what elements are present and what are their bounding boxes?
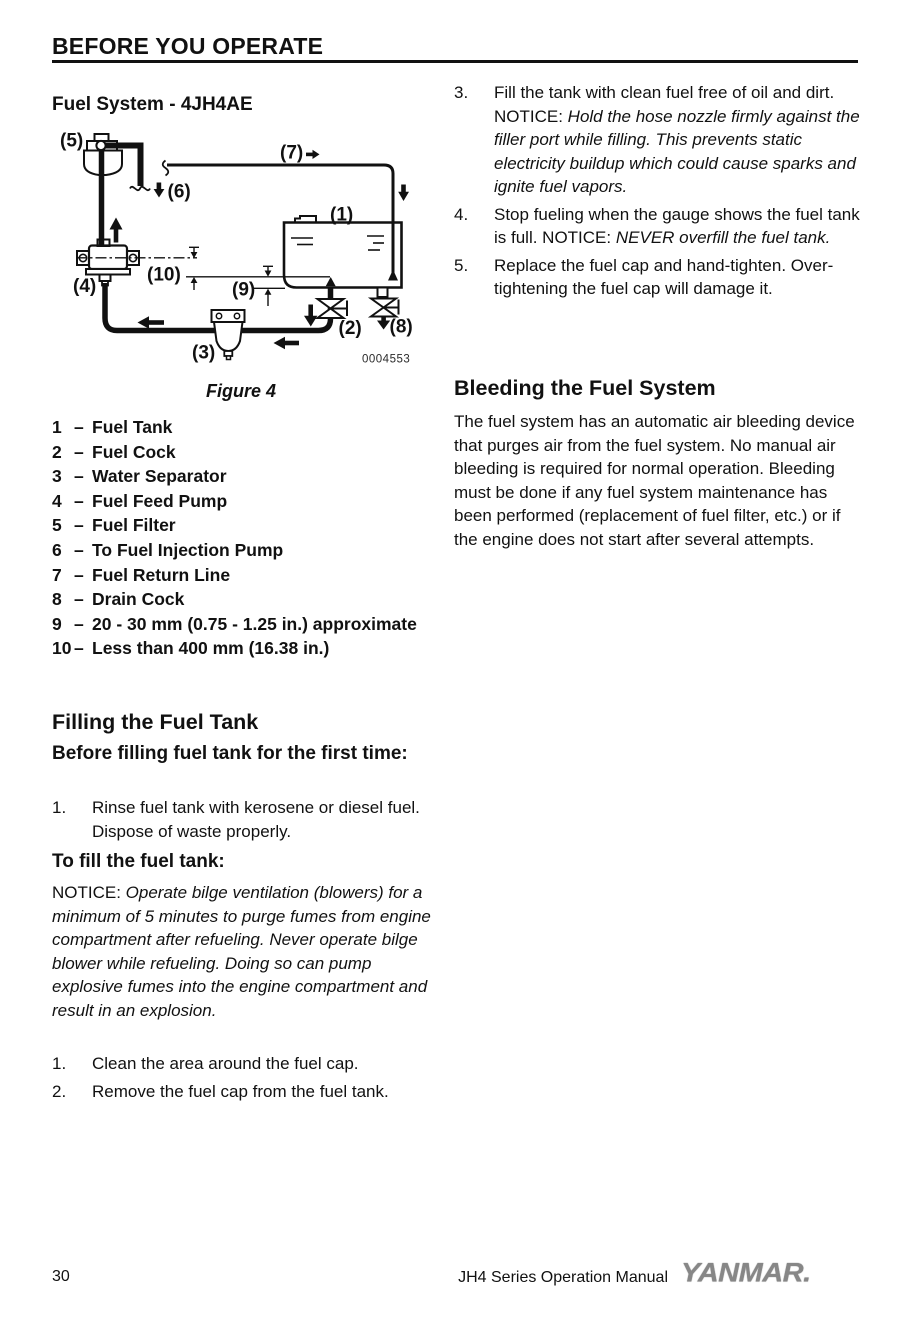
list-item — [52, 1052, 434, 1076]
flow-arrow-down-icon — [154, 183, 165, 198]
flow-arrow-left-icon — [138, 316, 165, 328]
filter-inlet-port — [96, 141, 105, 150]
callout-10: (10) — [147, 264, 181, 286]
notice-paragraph — [52, 881, 434, 1022]
callout-1: (1) — [330, 204, 354, 226]
flow-arrow-down-icon — [304, 305, 317, 327]
figure-caption: Figure 4 — [205, 381, 276, 401]
step-number: 1. — [52, 1054, 67, 1073]
water-separator-symbol — [212, 310, 245, 360]
legend-item: 10 – Less than 400 mm (16.38 in.) — [52, 638, 330, 659]
step-number: 4. — [454, 204, 469, 224]
flow-arrow-left-icon — [274, 337, 300, 349]
list-item — [454, 203, 860, 250]
fuel-system-diagram — [46, 122, 436, 368]
callout-3: (3) — [192, 342, 216, 364]
callout-2: (2) — [338, 318, 362, 339]
notice-text: Operate bilge ventilation (blowers) for a minimum of 5 minutes to purge fumes from engine compartment after refueling. Never operate bilge blower while refueling. Doing so can pump explosive fumes into the engine compartment and result in an explosion. — [52, 883, 431, 1020]
legend-item: 6 – To Fuel Injection Pump — [52, 539, 284, 560]
callout-9: (9) — [232, 279, 256, 301]
list-item — [52, 1080, 434, 1104]
step-text: Rinse fuel tank with kerosene or diesel fuel. Dispose of waste properly. — [92, 798, 420, 841]
step-number: 5. — [454, 255, 469, 275]
pipe-break-symbol — [130, 187, 150, 190]
legend-item: 3 – Water Separator — [52, 466, 227, 487]
fuel-system-schematic — [46, 122, 436, 368]
legend-item: 9 – 20 - 30 mm (0.75 - 1.25 in.) approximate — [52, 613, 417, 634]
step-notice-text: Hold the hose nozzle firmly against the filler port while filling. This prevents static electricity buildup which could cause sparks and ignite fuel vapors. — [494, 106, 860, 196]
notice-label: NOTICE: — [52, 883, 126, 902]
callout-6: (6) — [167, 181, 191, 203]
list-item — [52, 796, 434, 843]
callout-arrow-right-icon — [306, 150, 320, 159]
legend-item: 1 – Fuel Tank — [52, 417, 173, 437]
pipe-break-symbol — [163, 161, 169, 176]
page-number: 30 — [52, 1268, 70, 1285]
section-title-bleeding: Bleeding the Fuel System — [454, 376, 716, 400]
fill-steps — [52, 1052, 434, 1107]
legend-item: 7 – Fuel Return Line — [52, 564, 231, 585]
dimension-10 — [189, 247, 199, 290]
page-header-title: BEFORE YOU OPERATE — [52, 33, 324, 59]
drain-arrow-down-icon — [377, 317, 390, 330]
figure-legend — [52, 415, 432, 661]
section-title-filling: Filling the Fuel Tank — [52, 710, 259, 734]
dimension-9 — [263, 266, 273, 306]
subheading-to-fill: To fill the fuel tank: — [52, 851, 225, 872]
before-filling-steps — [52, 796, 434, 847]
step-text: Remove the fuel cap from the fuel tank. — [92, 1081, 389, 1101]
yanmar-logo: YANMAR. — [681, 1258, 811, 1289]
fueling-steps — [454, 81, 860, 305]
step-text: Fill the tank with clean fuel free of oil and dirt. NOTICE: Hold the hose nozzle firmly against the filler port while filling. This prevents static electricity buildup which could cause sparks and ignite fuel vapors. — [494, 83, 860, 196]
callout-4: (4) — [73, 276, 97, 297]
manual-title: JH4 Series Operation Manual — [458, 1269, 668, 1286]
flow-arrow-down-icon — [398, 185, 409, 202]
callout-7: (7) — [280, 142, 304, 164]
bleeding-paragraph: The fuel system has an automatic air bleeding device that purges air from the fuel system. No manual air bleeding is required for normal operation. Bleeding must be done if any fuel system maintenance has been performed (replacement of fuel filter, etc.) or if the engine does not start after several attempts. — [454, 412, 855, 549]
drain-cock-symbol — [371, 288, 399, 317]
legend-item: 4 – Fuel Feed Pump — [52, 490, 228, 511]
legend-item: 5 – Fuel Filter — [52, 515, 176, 536]
step-notice-text: NEVER overfill the fuel tank. — [615, 228, 831, 247]
step-number: 3. — [454, 83, 469, 102]
legend-item: 8 – Drain Cock — [52, 589, 185, 610]
step-text: Stop fueling when the gauge shows the fuel tank is full. NOTICE: NEVER overfill the fuel tank. — [494, 204, 860, 247]
step-number: 1. — [52, 798, 67, 817]
callout-8: (8) — [389, 316, 413, 338]
header-rule — [52, 60, 858, 63]
legend-item: 2 – Fuel Cock — [52, 441, 176, 462]
drawing-number: 0004553 — [362, 353, 411, 366]
step-number: 2. — [52, 1081, 67, 1101]
fuel-cock-symbol — [318, 299, 348, 318]
step-text: Replace the fuel cap and hand-tighten. Over-tightening the fuel cap will damage it. — [494, 255, 834, 298]
flow-arrow-up-icon — [110, 218, 123, 243]
list-item — [454, 254, 860, 301]
list-item — [454, 81, 860, 199]
section-title-fuel-system: Fuel System - 4JH4AE — [52, 94, 253, 115]
callout-5: (5) — [60, 130, 84, 152]
step-text: Clean the area around the fuel cap. — [92, 1054, 359, 1073]
subheading-before-filling: Before filling fuel tank for the first time: — [52, 743, 408, 764]
